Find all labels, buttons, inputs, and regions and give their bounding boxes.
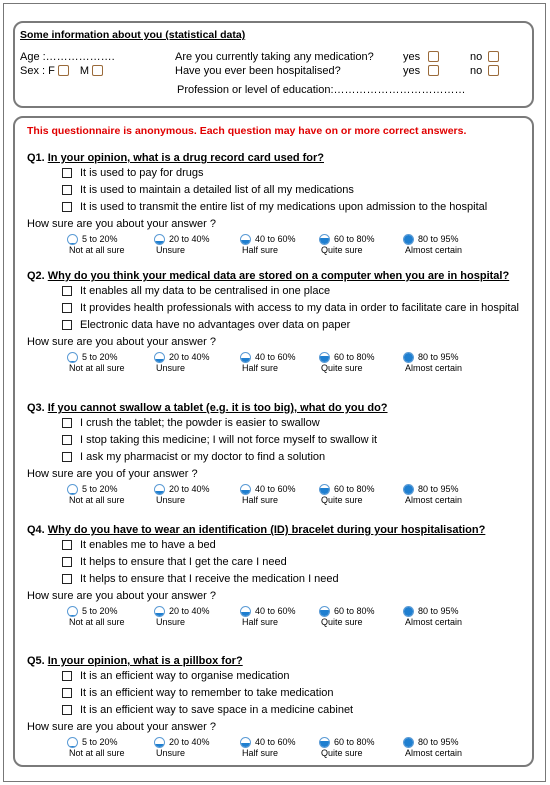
confidence-label: Quite sure <box>321 748 363 758</box>
answer-option-label: It is used to maintain a detailed list of all my medications <box>80 184 354 196</box>
confidence-label: Unsure <box>156 748 186 758</box>
sex-m-checkbox[interactable] <box>92 65 103 76</box>
confidence-fill <box>155 241 164 244</box>
medication-question: Are you currently taking any medication? <box>175 51 374 63</box>
confidence-range: 80 to 95% <box>418 737 459 747</box>
question-title <box>27 152 324 165</box>
question-text: Why do you have to wear an identification (ID) bracelet during your hospitalisation? <box>47 524 486 536</box>
confidence-label: Almost certain <box>405 245 463 255</box>
confidence-label: Quite sure <box>321 617 363 627</box>
answer-option-label: It is an efficient way to save space in a medicine cabinet <box>80 704 354 716</box>
confidence-label: Almost certain <box>405 363 463 373</box>
answer-option-label: I crush the tablet; the powder is easier to swallow <box>80 417 320 429</box>
confidence-fill <box>241 612 250 617</box>
confidence-range: 80 to 95% <box>418 606 459 616</box>
confidence-range: 60 to 80% <box>334 737 375 747</box>
confidence-circle-icon[interactable] <box>67 606 78 617</box>
confidence-question: How sure are you of your answer ? <box>27 468 198 480</box>
confidence-label: Almost certain <box>405 495 463 505</box>
question-number: Q2. <box>27 270 45 282</box>
answer-option-label: It helps to ensure that I get the care I need <box>80 556 287 568</box>
no-label: no <box>470 65 483 77</box>
question-title <box>27 655 243 668</box>
medication-yes-checkbox[interactable] <box>428 51 439 62</box>
confidence-fill <box>320 488 329 494</box>
confidence-label: Quite sure <box>321 495 363 505</box>
confidence-circle-icon[interactable] <box>319 234 330 245</box>
confidence-range: 20 to 40% <box>169 484 210 494</box>
confidence-fill <box>241 358 250 363</box>
confidence-range: 20 to 40% <box>169 737 210 747</box>
question-title <box>27 524 485 537</box>
confidence-label: Not at all sure <box>69 617 125 627</box>
question-text: Why do you think your medical data are stored on a computer when you are in hospital? <box>47 270 510 282</box>
confidence-fill <box>404 738 413 747</box>
confidence-fill <box>68 615 77 616</box>
confidence-circle-icon[interactable] <box>154 484 165 495</box>
confidence-range: 60 to 80% <box>334 352 375 362</box>
confidence-circle-icon[interactable] <box>154 352 165 363</box>
hospitalised-no <box>470 65 499 78</box>
confidence-label: Unsure <box>156 495 186 505</box>
confidence-circle-icon[interactable] <box>319 737 330 748</box>
confidence-question: How sure are you about your answer ? <box>27 721 216 733</box>
profession-field[interactable]: Profession or level of education:……………………………… <box>177 84 466 96</box>
sex-field <box>20 65 103 78</box>
confidence-circle-icon[interactable] <box>154 737 165 748</box>
confidence-fill <box>241 743 250 748</box>
confidence-label: Half sure <box>242 617 279 627</box>
answer-checkbox[interactable] <box>62 286 72 296</box>
answer-checkbox[interactable] <box>62 435 72 445</box>
confidence-range: 80 to 95% <box>418 484 459 494</box>
answer-checkbox[interactable] <box>62 452 72 462</box>
confidence-fill <box>68 361 77 362</box>
hospitalised-question: Have you ever been hospitalised? <box>175 65 341 77</box>
confidence-label: Almost certain <box>405 748 463 758</box>
confidence-range: 40 to 60% <box>255 484 296 494</box>
confidence-circle-icon[interactable] <box>403 484 414 495</box>
answer-checkbox[interactable] <box>62 557 72 567</box>
answer-checkbox[interactable] <box>62 418 72 428</box>
confidence-fill <box>68 243 77 244</box>
answer-option-label: Electronic data have no advantages over data on paper <box>80 319 351 331</box>
confidence-fill <box>155 613 164 616</box>
question-number: Q5. <box>27 655 45 667</box>
confidence-fill <box>320 356 329 362</box>
answer-checkbox[interactable] <box>62 574 72 584</box>
confidence-label: Not at all sure <box>69 363 125 373</box>
confidence-circle-icon[interactable] <box>67 234 78 245</box>
age-field[interactable]: Age :………………. <box>20 51 115 63</box>
confidence-range: 5 to 20% <box>82 484 118 494</box>
answer-option-label: It is used to pay for drugs <box>80 167 204 179</box>
confidence-label: Half sure <box>242 748 279 758</box>
yes-label: yes <box>403 51 421 63</box>
question-number: Q1. <box>27 152 45 164</box>
answer-option-label: I stop taking this medicine; I will not force myself to swallow it <box>80 434 378 446</box>
confidence-label: Not at all sure <box>69 245 125 255</box>
question-text: In your opinion, what is a drug record card used for? <box>47 152 324 164</box>
confidence-circle-icon[interactable] <box>154 606 165 617</box>
confidence-circle-icon[interactable] <box>319 606 330 617</box>
sex-label: Sex : F <box>20 65 55 77</box>
confidence-fill <box>404 353 413 362</box>
confidence-range: 40 to 60% <box>255 234 296 244</box>
no-label: no <box>470 51 483 63</box>
confidence-circle-icon[interactable] <box>403 234 414 245</box>
confidence-label: Half sure <box>242 363 279 373</box>
confidence-range: 5 to 20% <box>82 606 118 616</box>
answer-option-label: It is used to transmit the entire list of my medications upon admission to the hospital <box>80 201 488 213</box>
confidence-fill <box>320 610 329 616</box>
confidence-fill <box>404 485 413 494</box>
confidence-label: Quite sure <box>321 363 363 373</box>
medication-no-checkbox[interactable] <box>488 51 499 62</box>
confidence-fill <box>404 235 413 244</box>
answer-option-label: It is an efficient way to organise medication <box>80 670 290 682</box>
confidence-label: Not at all sure <box>69 748 125 758</box>
answer-option-label: It is an efficient way to remember to take medication <box>80 687 334 699</box>
confidence-range: 60 to 80% <box>334 234 375 244</box>
confidence-range: 80 to 95% <box>418 234 459 244</box>
confidence-fill <box>68 746 77 747</box>
confidence-label: Unsure <box>156 617 186 627</box>
confidence-question: How sure are you about your answer ? <box>27 590 216 602</box>
confidence-fill <box>241 490 250 495</box>
confidence-fill <box>155 491 164 494</box>
answer-checkbox[interactable] <box>62 540 72 550</box>
confidence-label: Half sure <box>242 495 279 505</box>
confidence-circle-icon[interactable] <box>67 737 78 748</box>
question-text: If you cannot swallow a tablet (e.g. it is too big), what do you do? <box>47 402 388 414</box>
confidence-circle-icon[interactable] <box>240 484 251 495</box>
confidence-circle-icon[interactable] <box>403 352 414 363</box>
confidence-circle-icon[interactable] <box>240 352 251 363</box>
confidence-range: 5 to 20% <box>82 352 118 362</box>
answer-option-label: It enables all my data to be centralised in one place <box>80 285 331 297</box>
confidence-range: 40 to 60% <box>255 737 296 747</box>
confidence-label: Unsure <box>156 245 186 255</box>
confidence-range: 60 to 80% <box>334 484 375 494</box>
medication-yes <box>403 51 439 64</box>
confidence-range: 5 to 20% <box>82 234 118 244</box>
question-number: Q3. <box>27 402 45 414</box>
question-text: In your opinion, what is a pillbox for? <box>47 655 243 667</box>
answer-checkbox[interactable] <box>62 185 72 195</box>
confidence-question: How sure are you about your answer ? <box>27 336 216 348</box>
confidence-range: 20 to 40% <box>169 352 210 362</box>
confidence-fill <box>404 607 413 616</box>
confidence-range: 5 to 20% <box>82 737 118 747</box>
confidence-circle-icon[interactable] <box>240 606 251 617</box>
confidence-circle-icon[interactable] <box>154 234 165 245</box>
confidence-fill <box>68 493 77 494</box>
answer-checkbox[interactable] <box>62 671 72 681</box>
stats-title: Some information about you (statistical data) <box>20 29 246 41</box>
sex-m-label: M <box>79 65 90 77</box>
confidence-circle-icon[interactable] <box>240 234 251 245</box>
confidence-range: 40 to 60% <box>255 606 296 616</box>
question-title <box>27 402 388 415</box>
sex-f-checkbox[interactable] <box>58 65 69 76</box>
confidence-circle-icon[interactable] <box>240 737 251 748</box>
confidence-range: 40 to 60% <box>255 352 296 362</box>
question-number: Q4. <box>27 524 45 536</box>
answer-option-label: It enables me to have a bed <box>80 539 216 551</box>
confidence-range: 80 to 95% <box>418 352 459 362</box>
confidence-range: 60 to 80% <box>334 606 375 616</box>
anonymous-note: This questionnaire is anonymous. Each question may have on or more correct answers. <box>27 125 467 137</box>
confidence-circle-icon[interactable] <box>67 484 78 495</box>
answer-option-label: It helps to ensure that I receive the medication I need <box>80 573 339 585</box>
confidence-fill <box>320 741 329 747</box>
answer-checkbox[interactable] <box>62 705 72 715</box>
answer-checkbox[interactable] <box>62 303 72 313</box>
confidence-label: Half sure <box>242 245 279 255</box>
hospitalised-no-checkbox[interactable] <box>488 65 499 76</box>
confidence-range: 20 to 40% <box>169 234 210 244</box>
answer-checkbox[interactable] <box>62 320 72 330</box>
question-title <box>27 270 509 283</box>
confidence-label: Unsure <box>156 363 186 373</box>
confidence-question: How sure are you about your answer ? <box>27 218 216 230</box>
confidence-label: Not at all sure <box>69 495 125 505</box>
answer-checkbox[interactable] <box>62 168 72 178</box>
confidence-fill <box>155 744 164 747</box>
confidence-fill <box>155 359 164 362</box>
confidence-fill <box>241 240 250 245</box>
hospitalised-yes-checkbox[interactable] <box>428 65 439 76</box>
hospitalised-yes <box>403 65 439 78</box>
yes-label: yes <box>403 65 421 77</box>
confidence-fill <box>320 238 329 244</box>
answer-checkbox[interactable] <box>62 202 72 212</box>
answer-option-label: It provides health professionals with access to my data in order to facilitate care in hospital <box>80 302 520 314</box>
confidence-circle-icon[interactable] <box>67 352 78 363</box>
medication-no <box>470 51 499 64</box>
confidence-range: 20 to 40% <box>169 606 210 616</box>
confidence-circle-icon[interactable] <box>319 352 330 363</box>
confidence-circle-icon[interactable] <box>319 484 330 495</box>
answer-option-label: I ask my pharmacist or my doctor to find a solution <box>80 451 326 463</box>
confidence-label: Quite sure <box>321 245 363 255</box>
confidence-circle-icon[interactable] <box>403 737 414 748</box>
confidence-label: Almost certain <box>405 617 463 627</box>
confidence-circle-icon[interactable] <box>403 606 414 617</box>
answer-checkbox[interactable] <box>62 688 72 698</box>
